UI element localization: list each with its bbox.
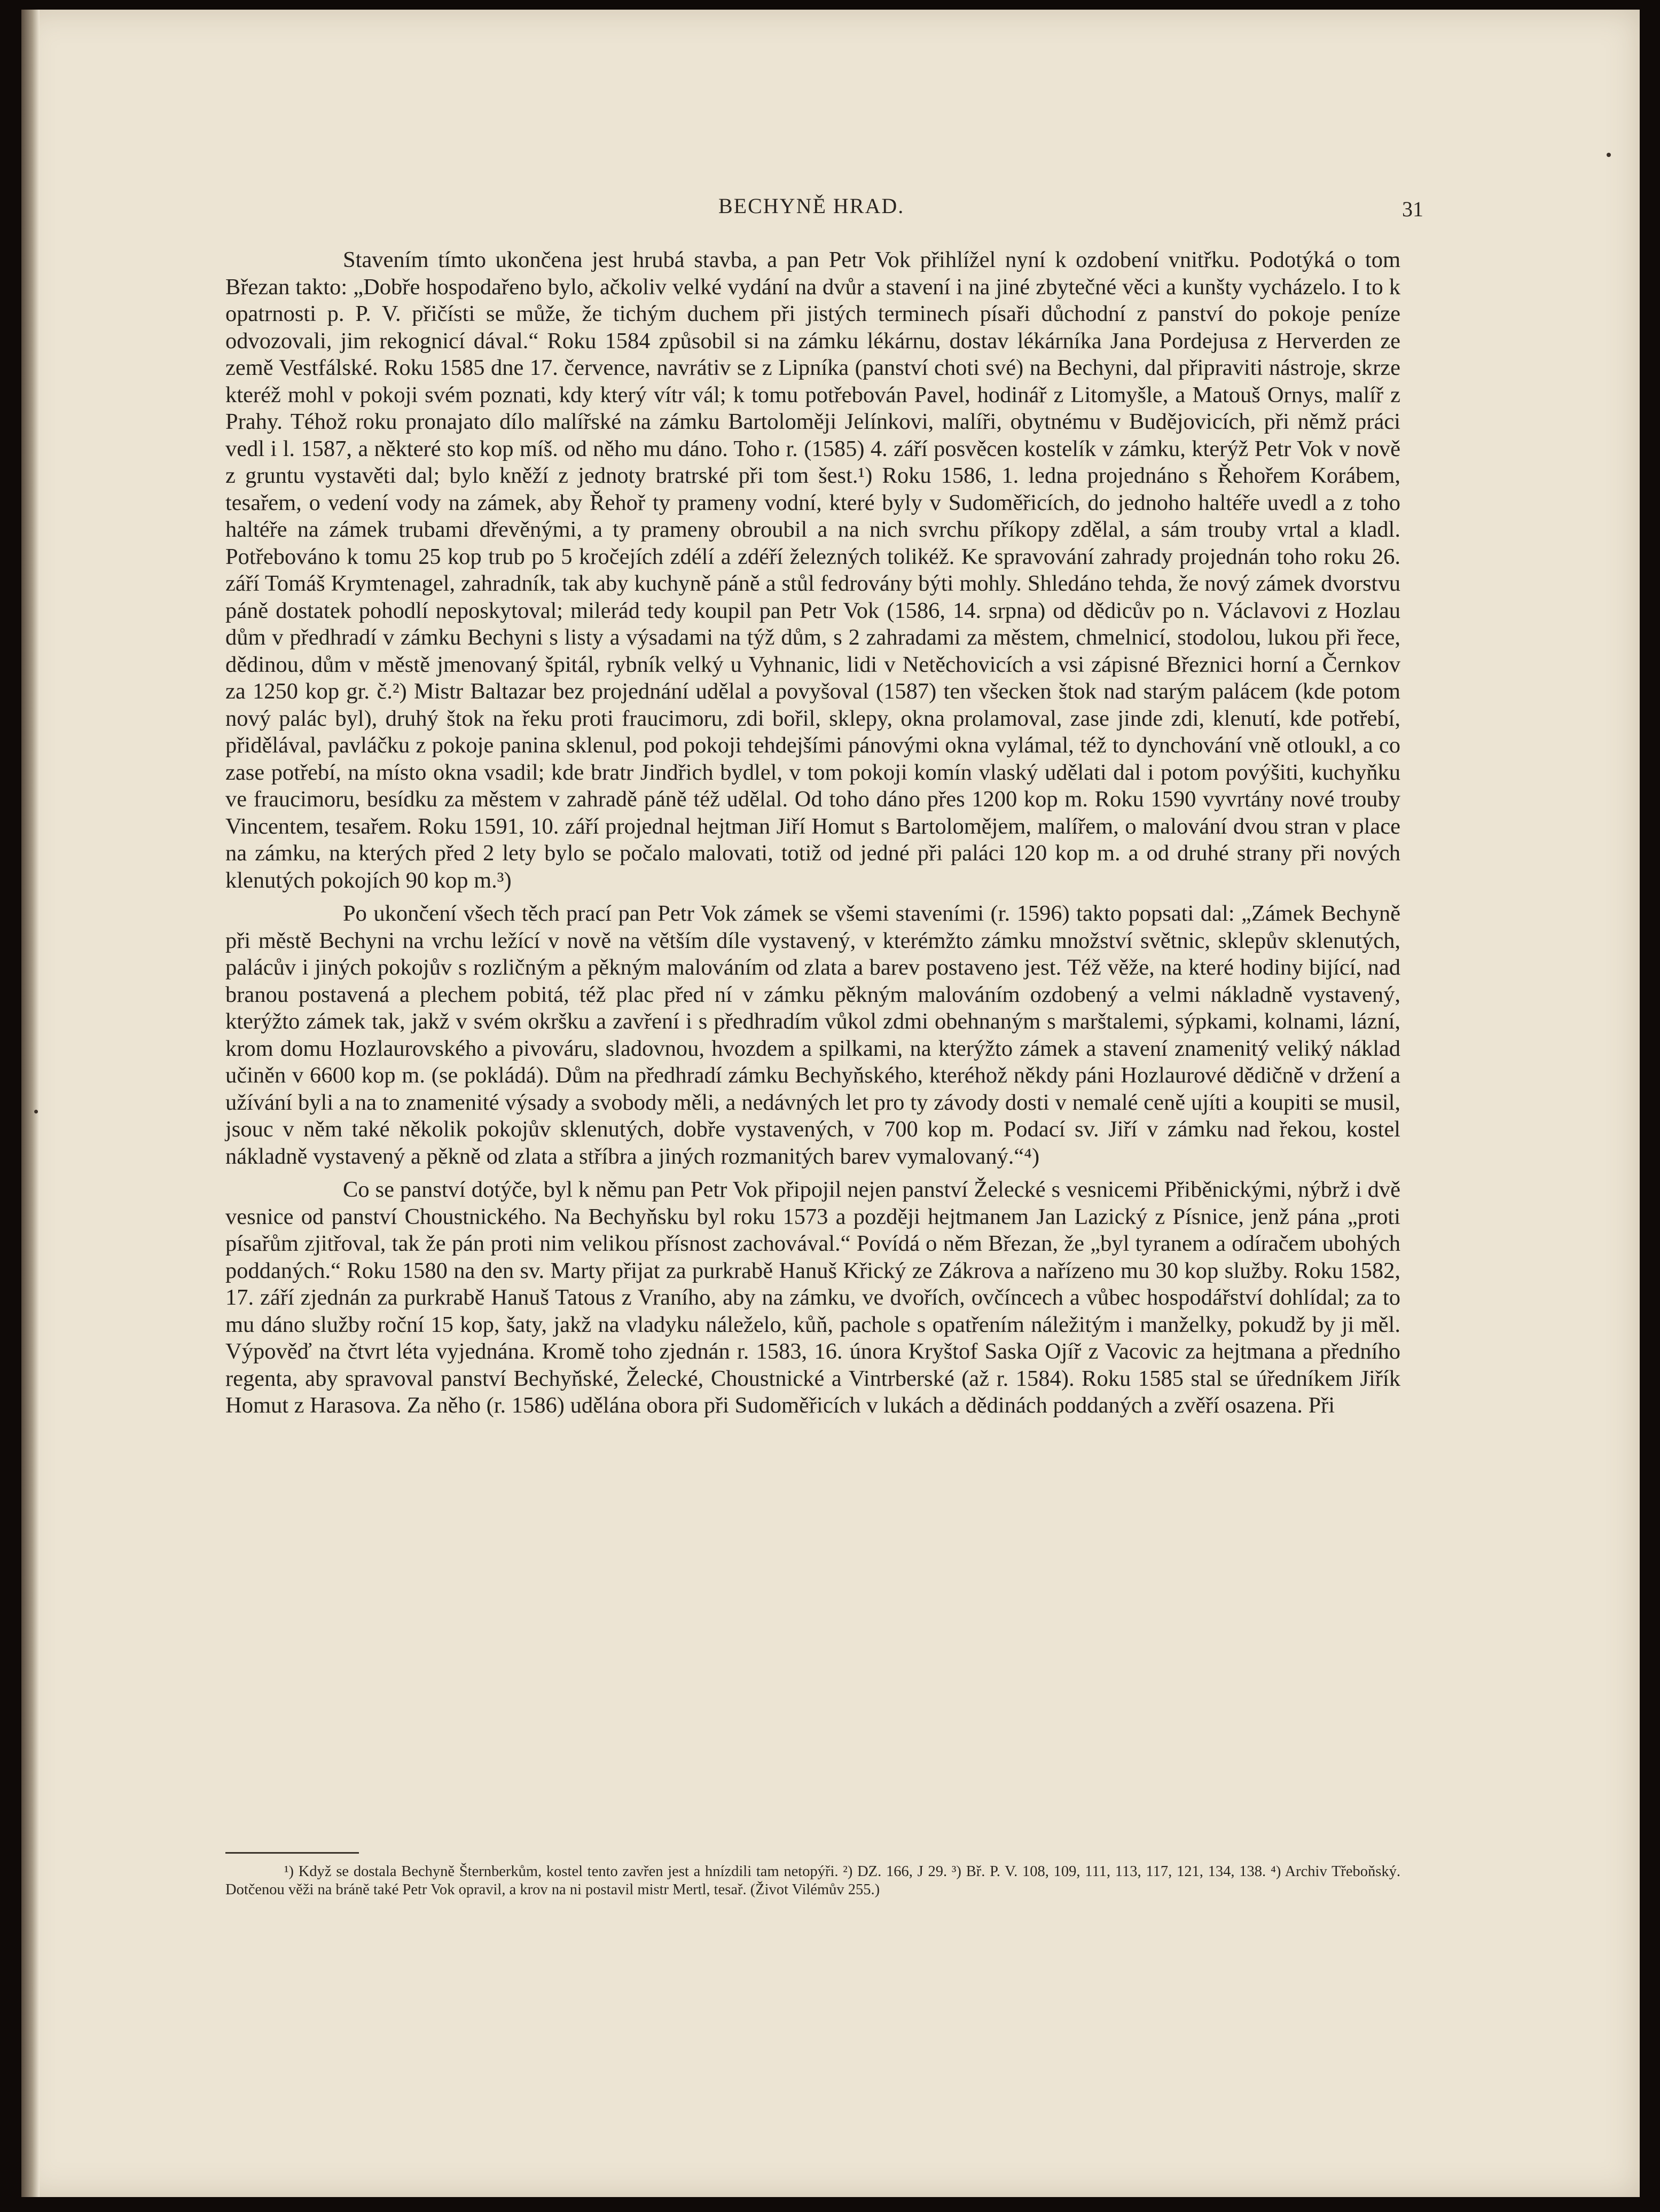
page-header xyxy=(243,193,1423,236)
paragraph-2: Po ukončení všech těch prací pan Petr Vok zámek se všemi staveními (r. 1596) takto popsati dal: „Zámek Bechyně při městě Bechyni na vrchu ležící v nově na větším díle vystavený, v kterémžto zámku množství světnic, sklepův sklenutých, palácův i jiných pokojův s rozličným a pěkným malováním od zlata a barev postaveno jest. Též věže, na které hodiny bijící, nad branou postavená a plechem pobitá, též plac před ní v zámku pěkným malováním ozdobený a velmi nákladně vystavený, kterýžto zámek tak, jakž v svém okršku a zavření i s předhradím vůkol zdmi obehnaným s marštalemi, sýpkami, kolnami, lázní, krom domu Hozlaurovského a pivováru, sladovnou, hvozdem a spilkami, na kterýžto zámek a stavení znamenitý veliký náklad učiněn v 6600 kop m. (se pokládá). Dům na předhradí zámku Bechyňského, kteréhož někdy páni Hozlaurové dědičně v držení a užívání byli a na to znamenité výsady a svobody měli, a nedávných let pro ty závody dosti v nemalé ceně ujíti a koupiti se musil, jsouc v něm také několik pokojův sklenutých, dobře vystavených, v 700 kop m. Podací sv. Jiří v zámku nad řekou, kostel nákladně vystavený a pěkně od zlata a stříbra a jiných rozmanitých barev vymalovaný.“⁴) xyxy=(225,901,1400,1169)
paragraph-3: Co se panství dotýče, byl k němu pan Petr Vok připojil nejen panství Želecké s vesnicemi Přiběnickými, nýbrž i dvě vesnice od panství Choustnického. Na Bechyňsku byl roku 1573 a později hejtmanem Jan Lazický z Písnice, jenž pána „proti písařům zjitřoval, tak že pán proti nim velikou přísnost zachovával.“ Povídá o něm Březan, že „byl tyranem a odíračem ubohých poddaných.“ Roku 1580 na den sv. Marty přijat za purkrabě Hanuš Křický ze Zákrova a nařízeno mu 30 kop služby. Roku 1582, 17. září zjednán za purkrabě Hanuš Tatous z Vraního, aby na zámku, ve dvořích, ovčíncech a vůbec hospodářství dohlídal; za to mu dáno služby roční 15 kop, šaty, jakž na vladyku náleželo, kůň, pachole s opatřením náležitým i manželky, pokudž by ji měl. Výpověď na čtvrt léta vyjednána. Kromě toho zjednán r. 1583, 16. února Kryštof Saska Ojíř z Vacovic za hejtmana a předního regenta, aby spravoval panství Bechyňské, Želecké, Choustnické a Vintrberské (až r. 1584). Roku 1585 stal se úředníkem Jiřík Homut z Harasova. Za něho (r. 1586) udělána obora při Sudoměřicích v lukách a dědinách poddaných a zvěří osazena. Při xyxy=(225,1177,1400,1418)
book-spine-shadow xyxy=(21,10,40,2197)
page-number: 31 xyxy=(1402,197,1423,221)
running-title: BECHYNĚ HRAD. xyxy=(718,194,905,218)
footnote-divider xyxy=(225,1852,359,1854)
page-speck xyxy=(1607,153,1611,157)
paragraph-1: Stavením tímto ukončena jest hrubá stavba, a pan Petr Vok přihlížel nyní k ozdobení vnitřku. Podotýká o tom Březan takto: „Dobře hospodařeno bylo, ačkoliv velké vydání na dvůr a stavení i na jiné zbytečné věci a kunšty vycházelo. I to k opatrnosti p. P. V. přičísti se může, že tichým duchem při jistých terminech písaři důchodní z panství do pokoje peníze odvozovali, jim rekognicí dával.“ Roku 1584 způsobil si na zámku lékárnu, dostav lékárníka Jana Pordejusa z Herverden ze země Vestfálské. Roku 1585 dne 17. července, navrátiv se z Lipníka (panství choti své) na Bechyni, dal připraviti nástroje, skrze kteréž mohl v pokoji svém poznati, kdy který vítr vál; k tomu potřebován Pavel, hodinář z Litomyšle, a Matouš Ornys, malíř z Prahy. Téhož roku pronajato dílo malířské na zámku Bartoloměji Jelínkovi, malíři, obytnému v Budějovicích, při němž práci vedl i l. 1587, a některé sto kop míš. od něho mu dáno. Toho r. (1585) 4. září posvěcen kostelík v zámku, kterýž Petr Vok v nově z gruntu vystavěti dal; bylo kněží z jednoty bratrské při tom šest.¹) Roku 1586, 1. ledna projednáno s Řehořem Korábem, tesařem, o vedení vody na zámek, aby Řehoř ty prameny vodní, které byly v Sudoměřicích, do jednoho haltéře uvedl a z toho haltéře na zámek trubami dřevěnými, a ty prameny obroubil a na nich svrchu příkopy zdělal, a sám trouby vrtal a kladl. Potřebováno k tomu 25 kop trub po 5 kročejích zdélí a zdéří železných tolikéž. Ke spravování zahrady projednán toho roku 26. září Tomáš Krymtenagel, zahradník, tak aby kuchyně páně a stůl fedrovány býti mohly. Shledáno tehda, že nový zámek dvorstvu páně dostatek pohodlí neposkytoval; milerád tedy koupil pan Petr Vok (1586, 14. srpna) od dědicův po n. Václavovi z Hozlau dům v předhradí v zámku Bechyni s listy a výsadami na týž dům, s 2 zahradami za městem, chmelnicí, stodolou, lukou při řece, dědinou, dům v městě jmenovaný špitál, rybník velký u Vyhnanic, lidi v Netěchovicích a vsi zápisné Březnici horní a Černkov za 1250 kop gr. č.²) Mistr Baltazar bez projednání udělal a povyšoval (1587) ten všecken štok nad starým palácem (kde potom nový palác byl), druhý štok na řeku proti fraucimoru, zdi bořil, sklepy, okna prolamoval, zase jinde zdi, klenutí, kde potřebí, přidělával, pavláčku z pokoje panina sklenul, pod pokoji tehdejšími pánovými okna vylámal, též to dynchování vně otloukl, a co zase potřebí, na místo okna vsadil; kde bratr Jindřich bydlel, v tom pokoji komín vlaský udělati dal i potom povýšiti, kuchyňku ve fraucimoru, besídku za městem v zahradě páně též udělal. Od toho dáno přes 1200 kop m. Roku 1590 vyvrtány nové trouby Vincentem, tesařem. Roku 1591, 10. září projednal hejtman Jiří Homut s Bartolomějem, malířem, o malování dvou stran v place na zámku, na kterých před 2 lety bylo se počalo malovati, totiž od jedné při paláci 120 kop m. a od druhé strany při nových klenutých pokojích 90 kop m.³) xyxy=(225,247,1400,893)
footnotes: ¹) Když se dostala Bechyně Šternberkům, kostel tento zavřen jest a hnízdili tam netopýři. ²) DZ. 166, J 29. ³) Bř. P. V. 108, 109, 111, 113, 117, 121, 134, 138. ⁴) Archiv Třeboňský. Dotčenou věži na bráně také Petr Vok opravil, a krov na ni postavil mistr Mertl, tesař. (Život Vilémův 255.) xyxy=(225,1863,1400,1898)
body-text xyxy=(225,247,1400,1419)
page-speck xyxy=(34,1110,38,1113)
